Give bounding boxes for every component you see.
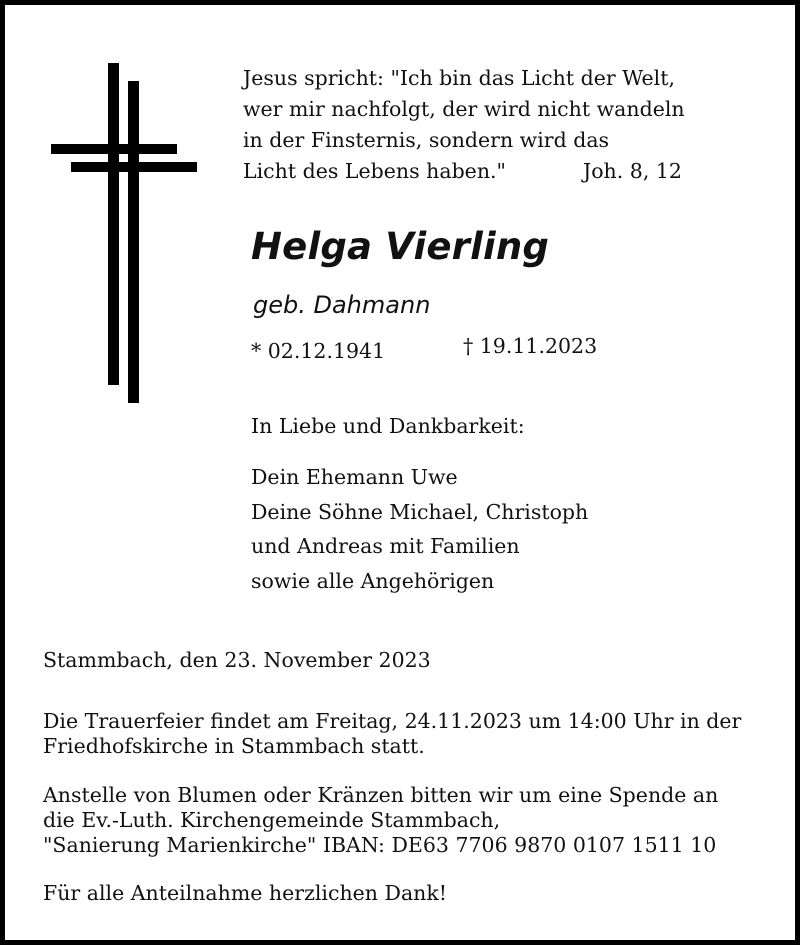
verse-reference: Joh. 8, 12 — [583, 159, 682, 183]
birth-date: * 02.12.1941 — [251, 339, 386, 363]
verse-line: in der Finsternis, sondern wird das — [243, 128, 610, 152]
paragraph-line: Friedhofskirche in Stammbach statt. — [43, 734, 425, 758]
list-item: und Andreas mit Familien — [251, 534, 520, 558]
list-item: Deine Söhne Michael, Christoph — [251, 499, 589, 524]
paragraph-line: "Sanierung Marienkirche" IBAN: DE63 7706 9870 0107 1511 10 — [43, 833, 717, 857]
birth-name: geb. Dahmann — [253, 291, 431, 319]
donation-notice — [43, 783, 718, 858]
dedication: In Liebe und Dankbarkeit: — [251, 414, 525, 438]
paragraph-line: Anstelle von Blumen oder Kränzen bitten wir um eine Spende an — [43, 783, 719, 807]
bible-verse — [243, 63, 713, 187]
paragraph-line: die Ev.-Luth. Kirchengemeinde Stammbach, — [43, 808, 501, 832]
verse-line: wer mir nachfolgt, der wird nicht wandeln — [243, 97, 685, 121]
paragraph-line: Die Trauerfeier findet am Freitag, 24.11.2023 um 14:00 Uhr in der — [43, 709, 742, 733]
list-item: sowie alle Angehörigen — [251, 568, 495, 593]
list-item: Dein Ehemann Uwe — [251, 465, 458, 489]
deceased-name: Helga Vierling — [251, 225, 550, 268]
funeral-notice — [43, 709, 741, 759]
death-date: † 19.11.2023 — [463, 334, 598, 358]
closing-thanks: Für alle Anteilnahme herzlichen Dank! — [43, 881, 448, 905]
verse-line: Licht des Lebens haben." — [243, 159, 506, 183]
place-date: Stammbach, den 23. November 2023 — [43, 648, 431, 672]
verse-line: Jesus spricht: "Ich bin das Licht der Welt, — [243, 66, 675, 90]
mourners-list — [251, 460, 588, 598]
